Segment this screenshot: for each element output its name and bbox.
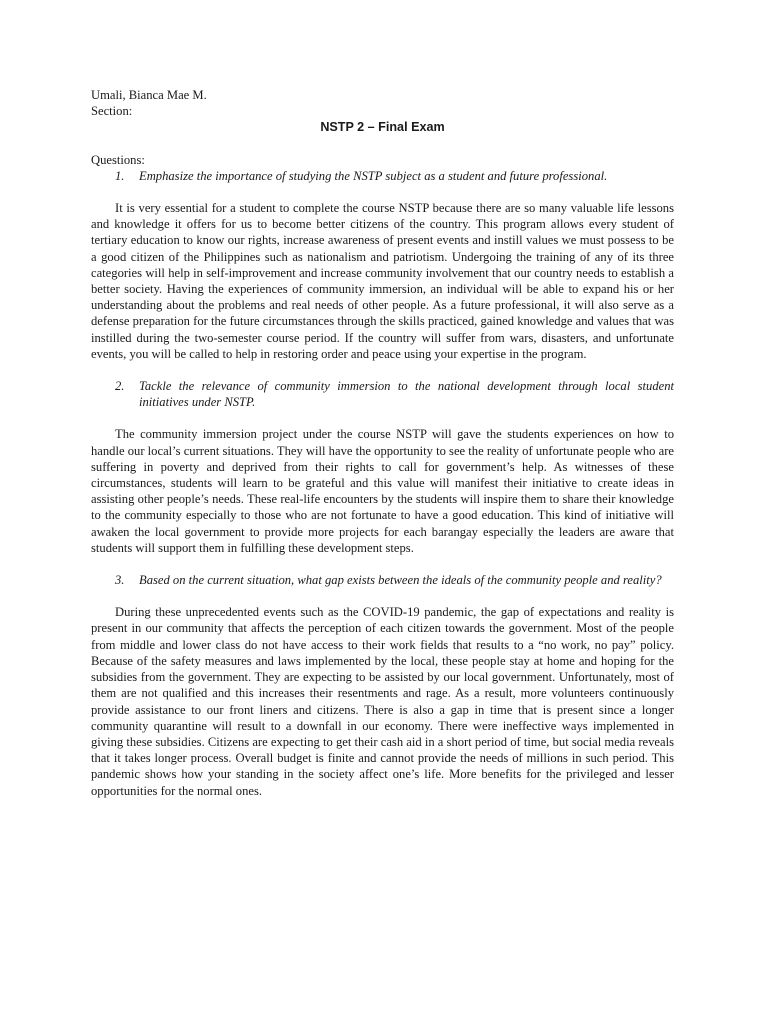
answer-2: The community immersion project under the course NSTP will gave the students experiences on how to handle our local’s current situations. They will have the opportunity to see the reality of unfortunate people who are suffering in poverty and deprived from their rights to call for government’s help. As witnesses of these circumstances, students will learn to be grateful and this value will manifest their initiative to create ideas in assisting other people’s needs. These real-life encounters by the students will inspire them to share their knowledge to the community especially to those who are not fortunate to have a good education. This kind of initiative will awaken the local government to provide more projects for each barangay especially the leaders are aware that students will support them in fulfilling these development steps.: [91, 427, 674, 555]
question-1: [91, 168, 674, 184]
student-name: Umali, Bianca Mae M.: [91, 88, 207, 102]
answer-3: During these unprecedented events such as the COVID-19 pandemic, the gap of expectations and reality is present in our community that affects the perception of each citizen towards the government. Most of the people from middle and lower class do not have access to their work fields that results to a “no work, no pay” policy. Because of the safety measures and laws implemented by the local, these people stay at home and hoping for the subsidies from the government. They are expecting to be assisted by our local government. Unfortunately, most of them are not qualified and this increases their resentments and rage. As a result, more volunteers continuously provide assistance to our front liners and citizens. There is also a gap in time that is present since a longer community quarantine will result to a downfall in our economy. There were ineffective ways implemented in giving these subsidies. Citizens are expecting to get their cash aid in a short period of time, but social media reveals that it takes longer process. Overall budget is finite and cannot provide the needs of millions in such period. This pandemic shows how your standing in the society affect one’s life. More benefits for the privileged and lesser opportunities for the normal ones.: [91, 605, 674, 798]
question-text: Emphasize the importance of studying the NSTP subject as a student and future professional.: [139, 168, 608, 183]
questions-label: Questions:: [91, 152, 145, 167]
answer-1: It is very essential for a student to complete the course NSTP because there are so many valuable life lessons and knowledge it offers for us to become better citizens of the country. This program allows every student of tertiary education to know our rights, increase awareness of present events and instill values we must possess to be a good citizen of the Philippines such as nationalism and patriotism. Undergoing the training of any of its three categories will help in self-improvement and increase community involvement that our country needs to establish a better society. Having the experiences of community immersion, an individual will be able to expand his or her understanding about the problems and real needs of other people. As a future professional, it will also serve as a defense preparation for the future circumstances through the skills practiced, gained knowledge and values that was instilled during the two-semester course period. If the country will suffer from wars, disasters, and unfortunate events, you will be called to help in restoring order and peace using your expertise in the program.: [91, 201, 674, 361]
question-number: 2.: [115, 379, 125, 394]
document-title: NSTP 2 – Final Exam: [320, 120, 445, 135]
question-2: [91, 378, 674, 410]
question-text: Tackle the relevance of community immersion to the national development through local student initiatives under NSTP.: [139, 379, 674, 410]
question-text: Based on the current situation, what gap exists between the ideals of the community people and reality?: [139, 573, 662, 588]
section-label: Section:: [91, 104, 133, 119]
question-3: [91, 572, 674, 588]
question-number: 3.: [115, 573, 125, 588]
document-page: [91, 87, 674, 815]
question-number: 1.: [115, 168, 125, 183]
